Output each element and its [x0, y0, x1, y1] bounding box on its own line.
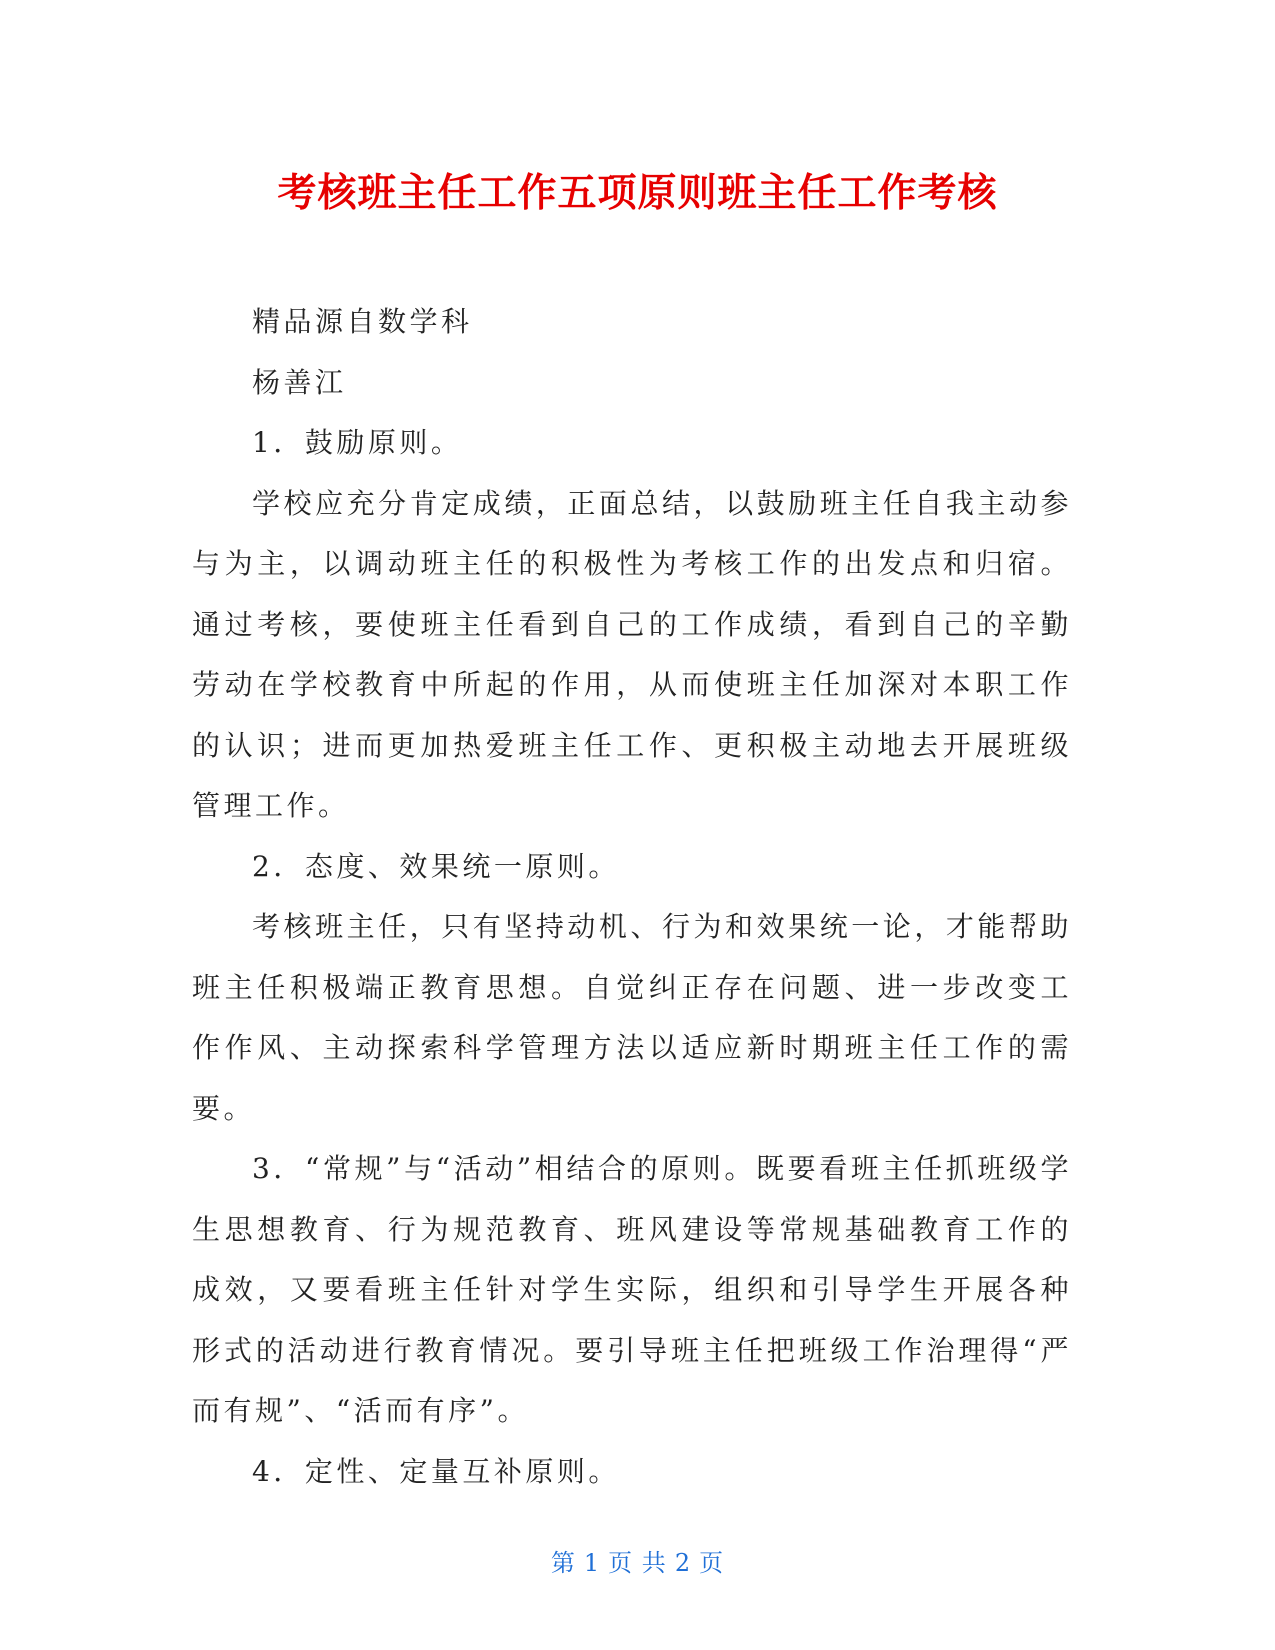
page-footer: [0, 1543, 1275, 1578]
total-pages-number: 2: [674, 1549, 692, 1577]
principle-2-heading: 2．态度、效果统一原则。: [252, 849, 620, 883]
author-line: 杨善江: [252, 365, 347, 399]
principle-1-text: 学校应充分肯定成绩，正面总结，以鼓励班主任自我主动参与为主，以调动班主任的积极性为考核工作的出发点和归宿。通过考核，要使班主任看到自己的工作成绩，看到自己的辛勤劳动在学校教育中所起的作用，从而使班主任加深对本职工作的认识；进而更加热爱班主任工作、更积极主动地去开展班级管理工作。: [192, 486, 1072, 822]
source-line: 精品源自数学科: [252, 305, 473, 338]
principle-4-heading: 4．定性、定量互补原则。: [252, 1454, 620, 1488]
principle-2-text: 考核班主任，只有坚持动机、行为和效果统一论，才能帮助班主任积极端正教育思想。自觉纠正存在问题、进一步改变工作作风、主动探索科学管理方法以适应新时期班主任工作的需要。: [192, 910, 1072, 1125]
current-page-number: 1: [583, 1549, 601, 1577]
document-body: [192, 292, 1072, 1502]
page-label-suffix: 页: [699, 1549, 725, 1577]
principle-1-heading: 1．鼓励原则。: [252, 426, 463, 459]
page-label-mid: 页 共: [608, 1549, 667, 1577]
document-title: 考核班主任工作五项原则班主任工作考核: [277, 171, 998, 216]
page-label-prefix: 第: [550, 1549, 576, 1577]
principle-3-text: 3．“常规”与“活动”相结合的原则。既要看班主任抓班级学生思想教育、行为规范教育、班风建设等常规基础教育工作的成效，又要看班主任针对学生实际，组织和引导学生开展各种形式的活动进行教育情况。要引导班主任把班级工作治理得“严而有规”、“活而有序”。: [192, 1152, 1072, 1427]
